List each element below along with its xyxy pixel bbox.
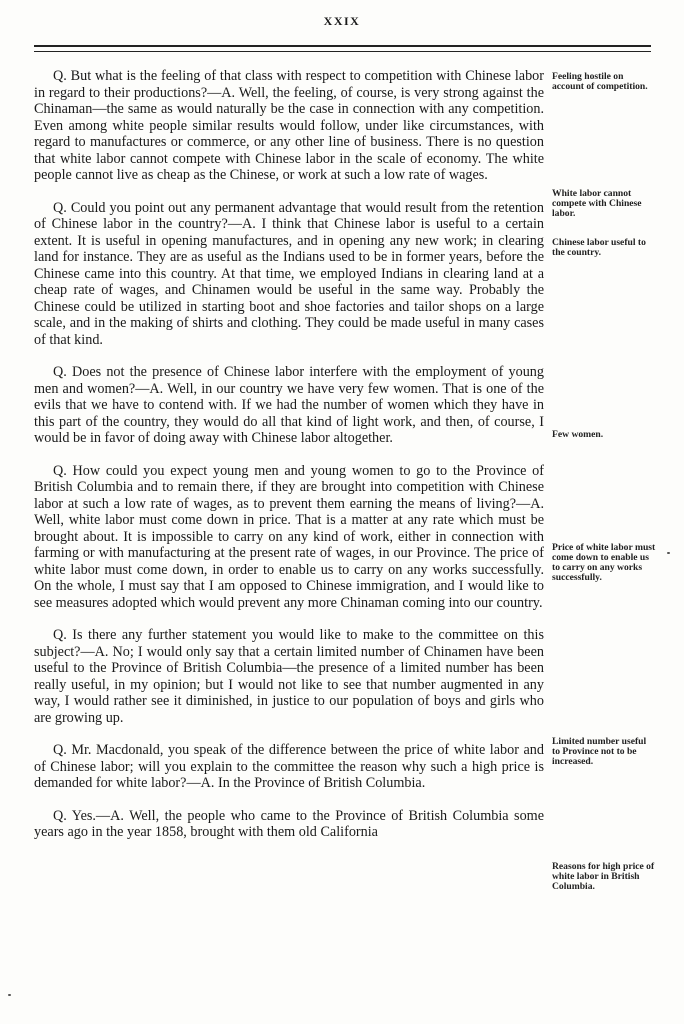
- paragraph-feeling-competition: Q. But what is the feeling of that class with respect to competition with Chinese labor in regard to their productions?—A. Well, the feeling, of course, is very strong against the Chinaman—the same as would naturally be the case in connection with any competition. Even among white people similar results would follow, under like circumstances, with regard to manufactures or commerce, or any other line of business. There is no question that white labor cannot compete with Chinese labor in the scale of economy. The white people cannot live as cheap as the Chinese, or work at such a low rate of wages.: [34, 68, 544, 183]
- paragraph-further-statement: Q. Is there any further statement you would like to make to the committee on this subject?—A. No; I would only say that a certain limited number of Chinamen have been useful to the Province of British Columbia—the presence of a limited number has been really useful, in my opinion; but I would not like to see that number augmented in any way, I would rather see it diminished, in justice to our population of boys and girls who are growing up.: [34, 627, 544, 726]
- paragraph-california: Q. Yes.—A. Well, the people who came to the Province of British Columbia some years ago in the year 1858, brought with them old California: [34, 807, 544, 840]
- sidenote-price-white-labor: Price of white labor must come down to enable us to carry on any works successfully.: [552, 542, 656, 583]
- paragraph-price-difference: Q. Mr. Macdonald, you speak of the difference between the price of white labor and of Chinese labor; will you explain to the committee the reason why such a high price is demanded for white labor?—A. In the Province of British Columbia.: [34, 742, 544, 791]
- sidenote-few-women: Few women.: [552, 429, 604, 440]
- header-rule-thick: [34, 45, 651, 47]
- paragraph-permanent-advantage: Q. Could you point out any permanent advantage that would result from the retention of Chinese labor in the country?—A. I think that Chinese labor is useful to a certain extent. It is useful in opening manufactures, and in opening any new work; in clearing land for instance. They are as useful as the Indians used to be in former years, before the Chinese came into this country. At that time, we employed Indians in clearing land at a cheap rate of wages, and Chinamen would be useful in the same way. Probably the Chinese could be utilized in starting boot and shoe factories and tailor shops on a large scale, and in the making of shirts and clothing. They could be made useful in many cases of that kind.: [34, 199, 544, 348]
- scan-speck: [8, 994, 11, 996]
- testimony-body: [34, 68, 544, 841]
- sidenote-limited-number: Limited number useful to Province not to be increased.: [552, 736, 647, 767]
- sidenote-chinese-labor-useful: Chinese labor useful to the country.: [552, 237, 646, 258]
- paragraph-young-men-women: Q. How could you expect young men and young women to go to the Province of British Columbia and to remain there, if they are brought into competition with Chinese labor at such a low rate of wages, as to prevent them earning the means of living?—A. Well, white labor must come down in price. That is a matter at any rate which must be brought about. It is impossible to carry on any kind of work, either in connection with farming or with manufacturing at the present rate of wages, in our Province. The price of white labor must come down, in order to enable us to carry on any works successfully. On the whole, I must say that I am opposed to Chinese immigration, and I would like to see measures adopted which would prevent any more Chinaman coming into our country.: [34, 462, 544, 611]
- paragraph-employment-women: Q. Does not the presence of Chinese labor interfere with the employment of young men and women?—A. Well, in our country we have very few women. That is one of the evils that we have to contend with. If we had the number of women which they have in this part of the country, they would do all that kind of light work, and then, of course, I would be in favor of doing away with Chinese labor altogether.: [34, 364, 544, 446]
- scan-speck: [667, 552, 670, 554]
- sidenote-white-labor-cannot-compete: White labor cannot compete with Chinese labor.: [552, 188, 642, 219]
- sidenote-feeling-hostile: Feeling hostile on account of competition.: [552, 71, 648, 92]
- page-number: XXIX: [323, 14, 361, 28]
- sidenote-reasons-high-price: Reasons for high price of white labor in British Columbia.: [552, 861, 655, 892]
- header-rule-thin: [34, 51, 651, 52]
